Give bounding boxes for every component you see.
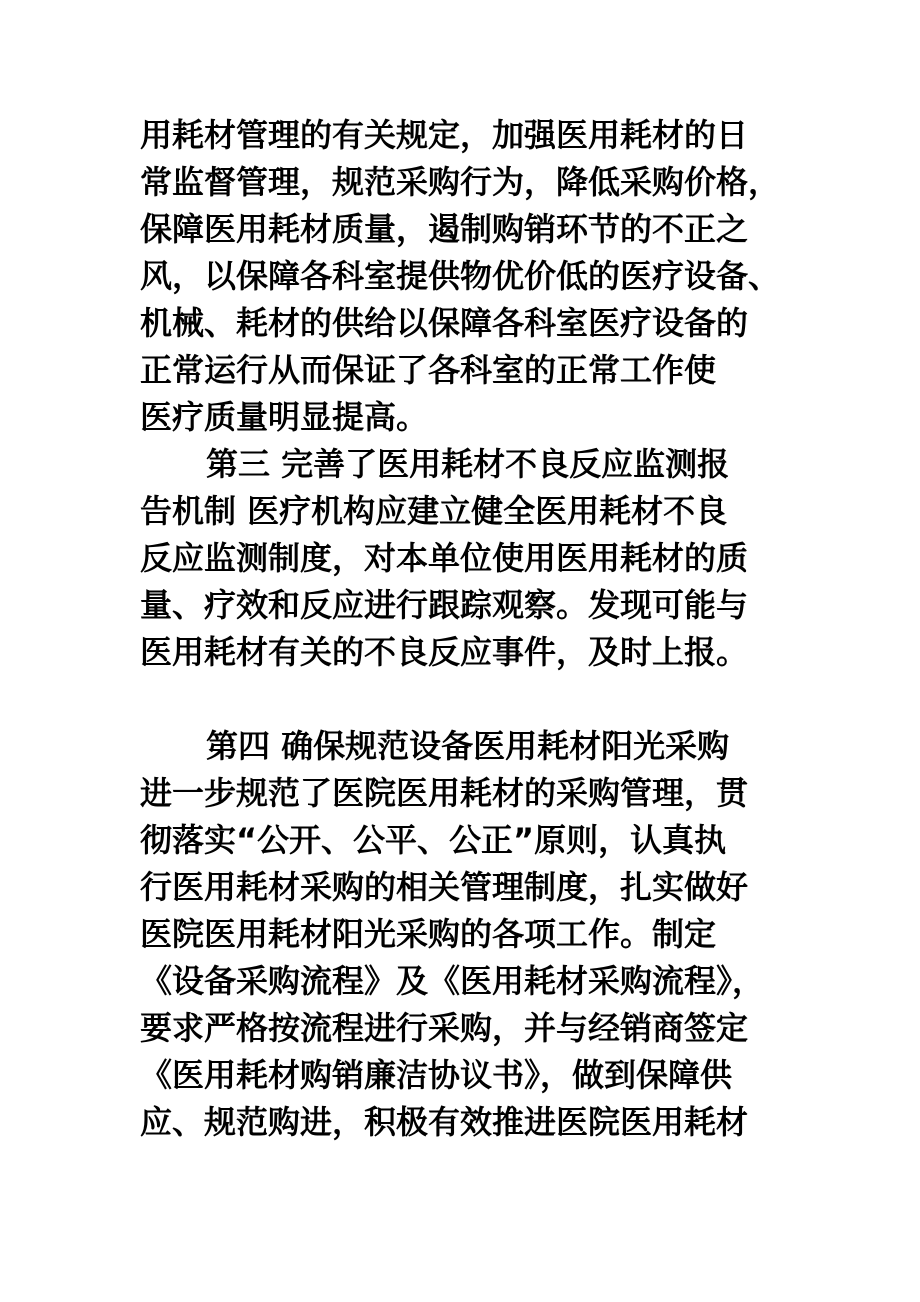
- text-line: 风，以保障各科室提供物优价低的医疗设备、: [140, 257, 781, 295]
- text-line: 告机制 医疗机构应建立健全医用耗材不良: [140, 492, 728, 530]
- text-line: 医疗质量明显提高。: [140, 398, 429, 436]
- text-line: 保障医用耗材质量，遏制购销环节的不正之: [140, 210, 749, 248]
- text-line: 正常运行从而保证了各科室的正常工作使: [140, 351, 717, 389]
- paragraph-gap: [140, 676, 790, 723]
- text-line: 反应监测制度，对本单位使用医用耗材的质: [140, 539, 749, 577]
- text-line: 机械、耗材的供给以保障各科室医疗设备的: [140, 304, 749, 342]
- text-line: 常监督管理，规范采购行为，降低采购价格，: [140, 163, 781, 201]
- text-line: 要求严格按流程进行采购，并与经销商签定: [140, 1009, 749, 1047]
- text-line: 医用耗材有关的不良反应事件，及时上报。: [140, 633, 749, 671]
- text-line: 《医用耗材购销廉洁协议书》，做到保障供: [140, 1056, 733, 1094]
- text-line: 行医用耗材采购的相关管理制度，扎实做好: [140, 868, 749, 906]
- body-text: [140, 112, 790, 1146]
- text-line: 《设备采购流程》及《医用耗材采购流程》，: [140, 962, 765, 1000]
- text-line: 用耗材管理的有关规定，加强医用耗材的日: [140, 116, 749, 154]
- text-line: 医院医用耗材阳光采购的各项工作。制定: [140, 915, 717, 953]
- section-heading-third: 第三 完善了医用耗材不良反应监测报: [206, 445, 730, 483]
- text-line: 彻落实“公开、公平、公正”原则，认真执: [140, 821, 727, 859]
- text-line: 应、规范购进，积极有效推进医院医用耗材: [140, 1103, 749, 1141]
- text-line: 进一步规范了医院医用耗材的采购管理，贯: [140, 774, 749, 812]
- text-line: 量、疗效和反应进行跟踪观察。发现可能与: [140, 586, 749, 624]
- section-heading-fourth: 第四 确保规范设备医用耗材阳光采购: [206, 727, 730, 765]
